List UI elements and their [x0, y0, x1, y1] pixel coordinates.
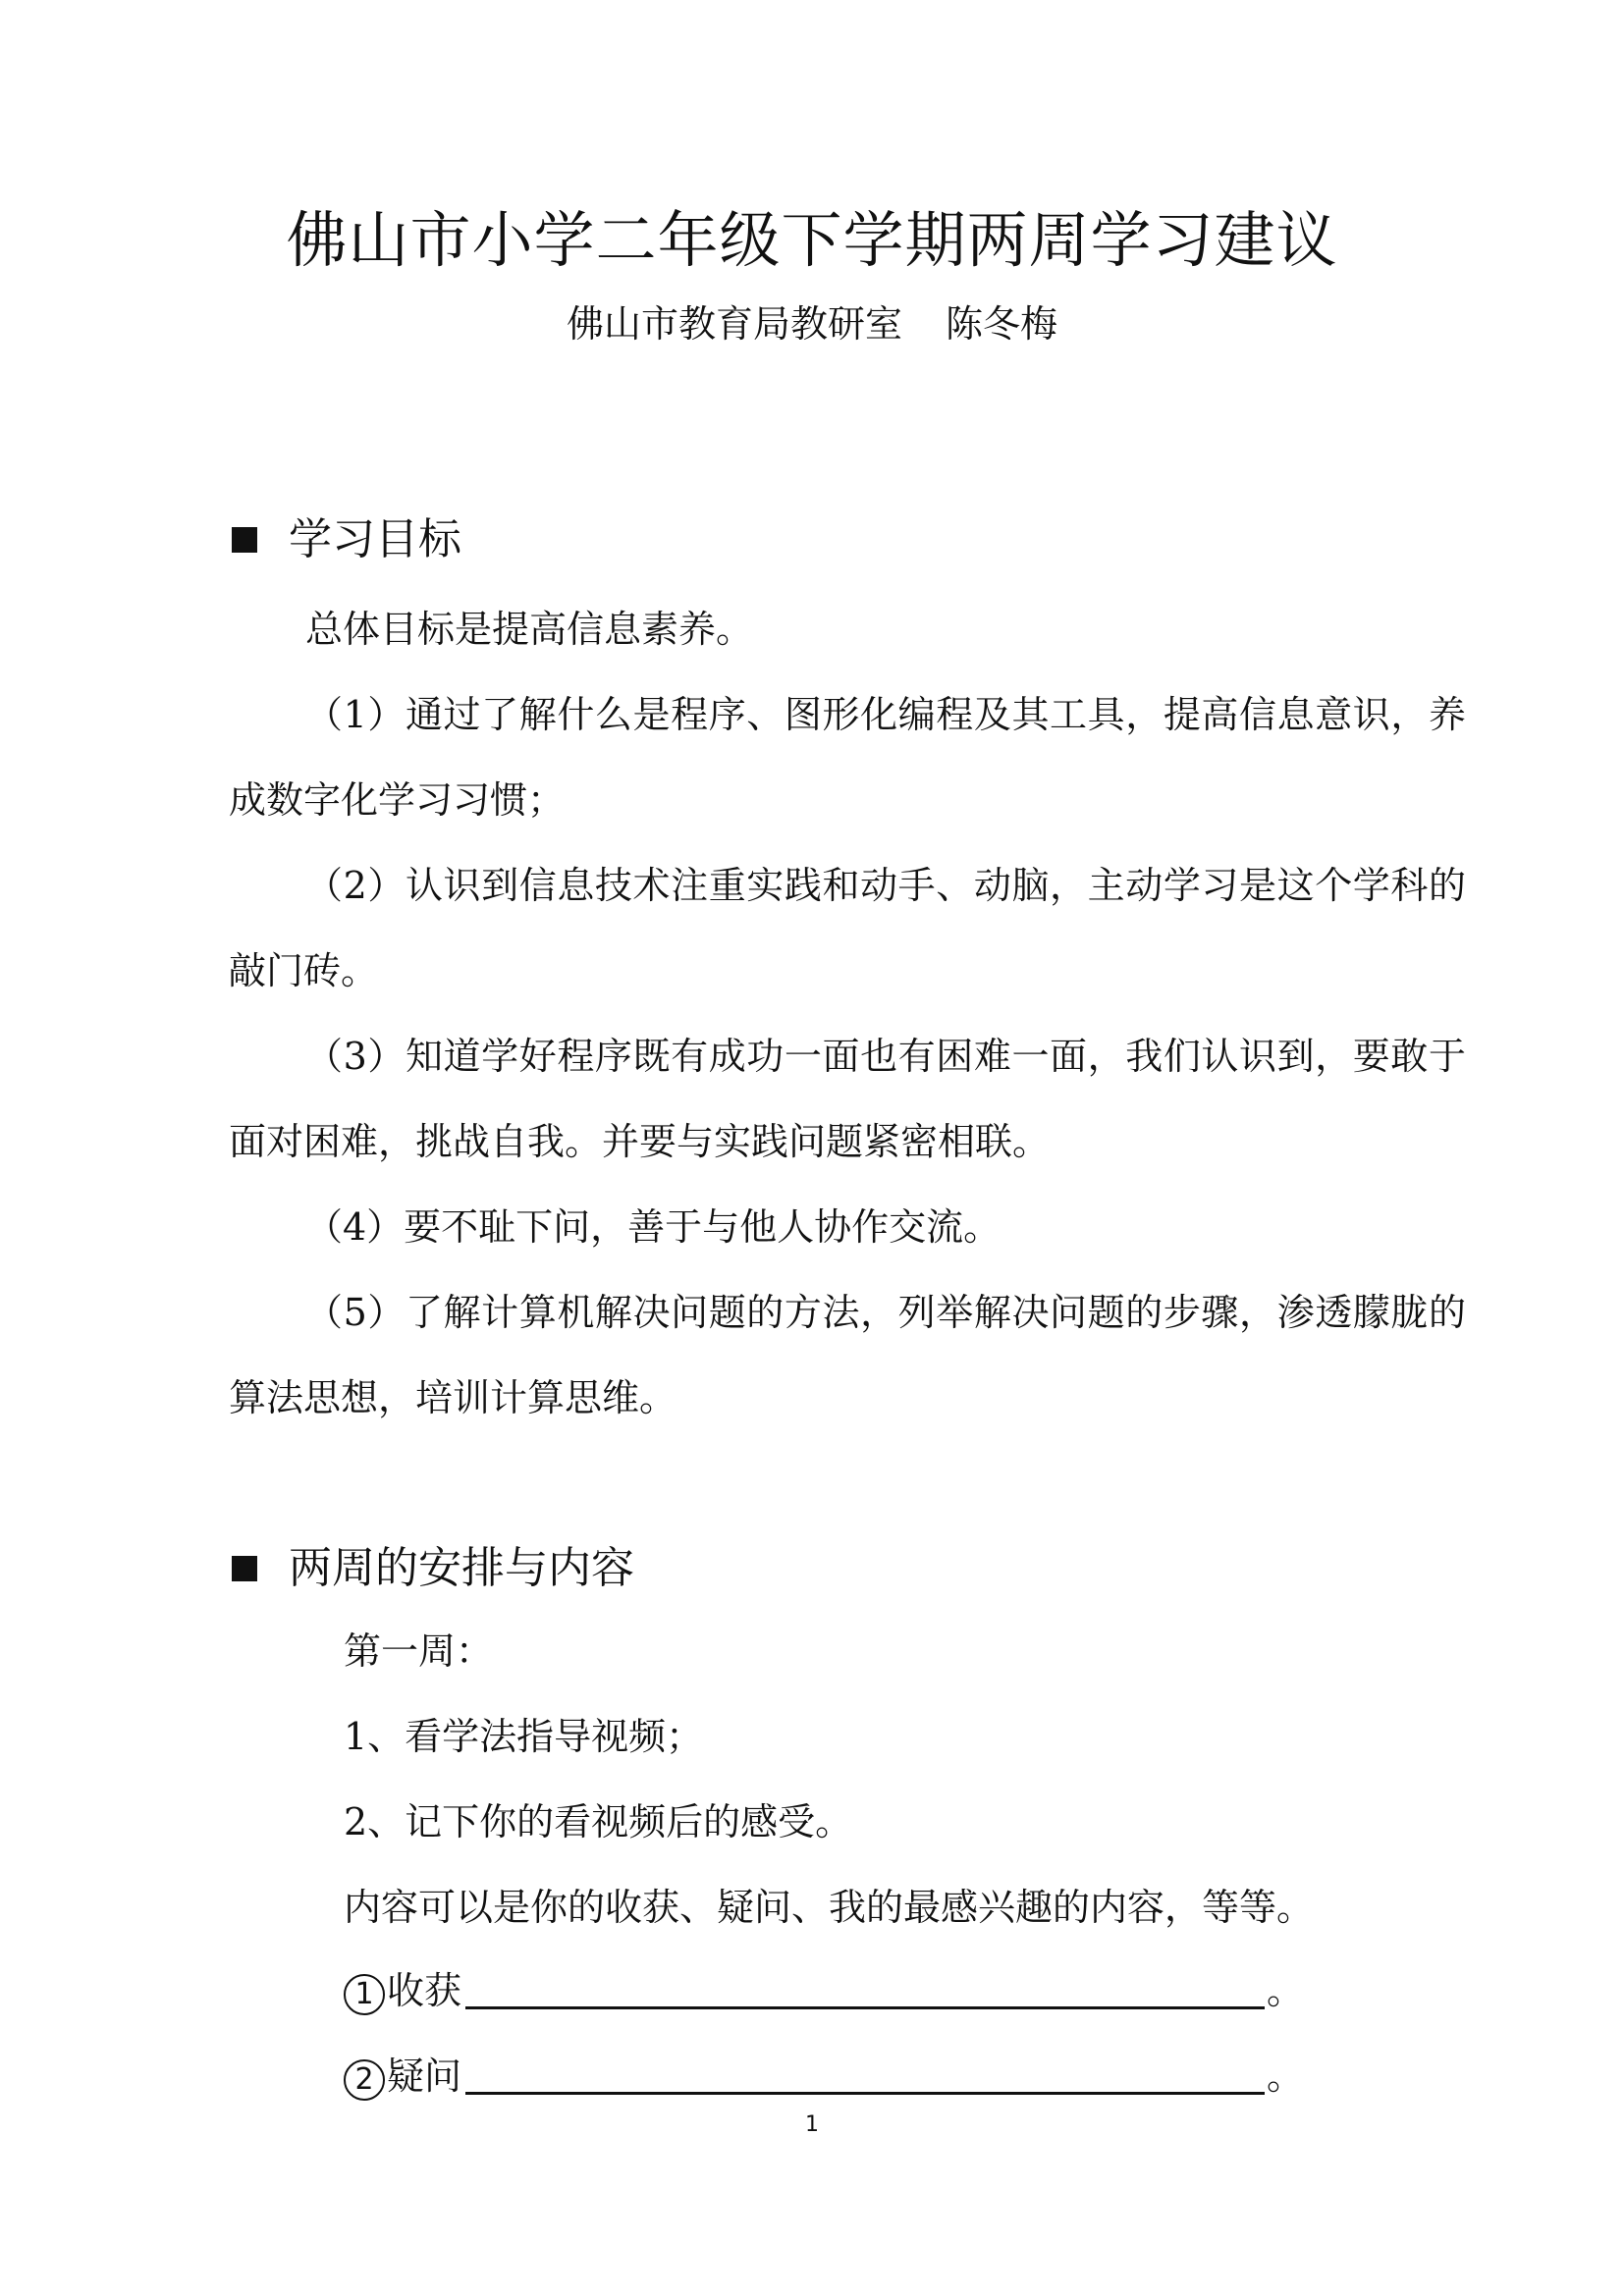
goal-item-1: （1）通过了解什么是程序、图形化编程及其工具，提高信息意识，养成数字化学习习惯；: [229, 693, 1466, 822]
fill-in-question: [344, 2052, 1304, 2101]
square-bullet-icon: [232, 1556, 257, 1581]
author-line: [0, 299, 1624, 348]
goal-item-2: （2）认识到信息技术注重实践和动手、动脑，主动学习是这个学科的敲门砖。: [229, 864, 1466, 992]
goal-item-5: （5）了解计算机解决问题的方法，列举解决问题的步骤，渗透朦胧的算法思想，培训计算思维。: [229, 1291, 1466, 1419]
goals-intro: 总体目标是提高信息素养。: [305, 608, 754, 651]
fill-in-label: 收获: [387, 1969, 462, 2012]
answer-blank-line[interactable]: [465, 1967, 1265, 2009]
goal-item-3: （3）知道学好程序既有成功一面也有困难一面，我们认识到，要敢于面对困难，挑战自我。并要与实践问题紧密相联。: [229, 1035, 1466, 1163]
page-number: 1: [805, 2112, 819, 2137]
fill-in-harvest: [344, 1966, 1304, 2015]
square-bullet-icon: [232, 527, 257, 553]
week1-label: 第一周：: [344, 1629, 494, 1673]
week1-item-1: 1、看学法指导视频；: [344, 1715, 704, 1758]
circled-number: 2: [344, 2059, 385, 2101]
document-title: 佛山市小学二年级下学期两周学习建议: [286, 204, 1338, 276]
goal-item-4: （4）要不耻下问，善于与他人协作交流。: [305, 1205, 1001, 1249]
section-heading-text: 学习目标: [289, 514, 461, 564]
author-name: 陈冬梅: [946, 302, 1058, 346]
section-heading-text: 两周的安排与内容: [289, 1543, 634, 1593]
circled-number: 1: [344, 1974, 385, 2015]
fill-in-period: 。: [1267, 2055, 1305, 2098]
fill-in-label: 疑问: [387, 2055, 462, 2098]
section-heading-schedule: [232, 1539, 634, 1598]
answer-blank-line[interactable]: [465, 2053, 1265, 2095]
fill-in-period: 。: [1267, 1969, 1305, 2012]
author-organization: 佛山市教育局教研室: [566, 302, 902, 346]
section-heading-learning-goals: [232, 510, 461, 569]
content-note: 内容可以是你的收获、疑问、我的最感兴趣的内容，等等。: [344, 1886, 1315, 1929]
week1-item-2: 2、记下你的看视频后的感受。: [344, 1800, 853, 1843]
